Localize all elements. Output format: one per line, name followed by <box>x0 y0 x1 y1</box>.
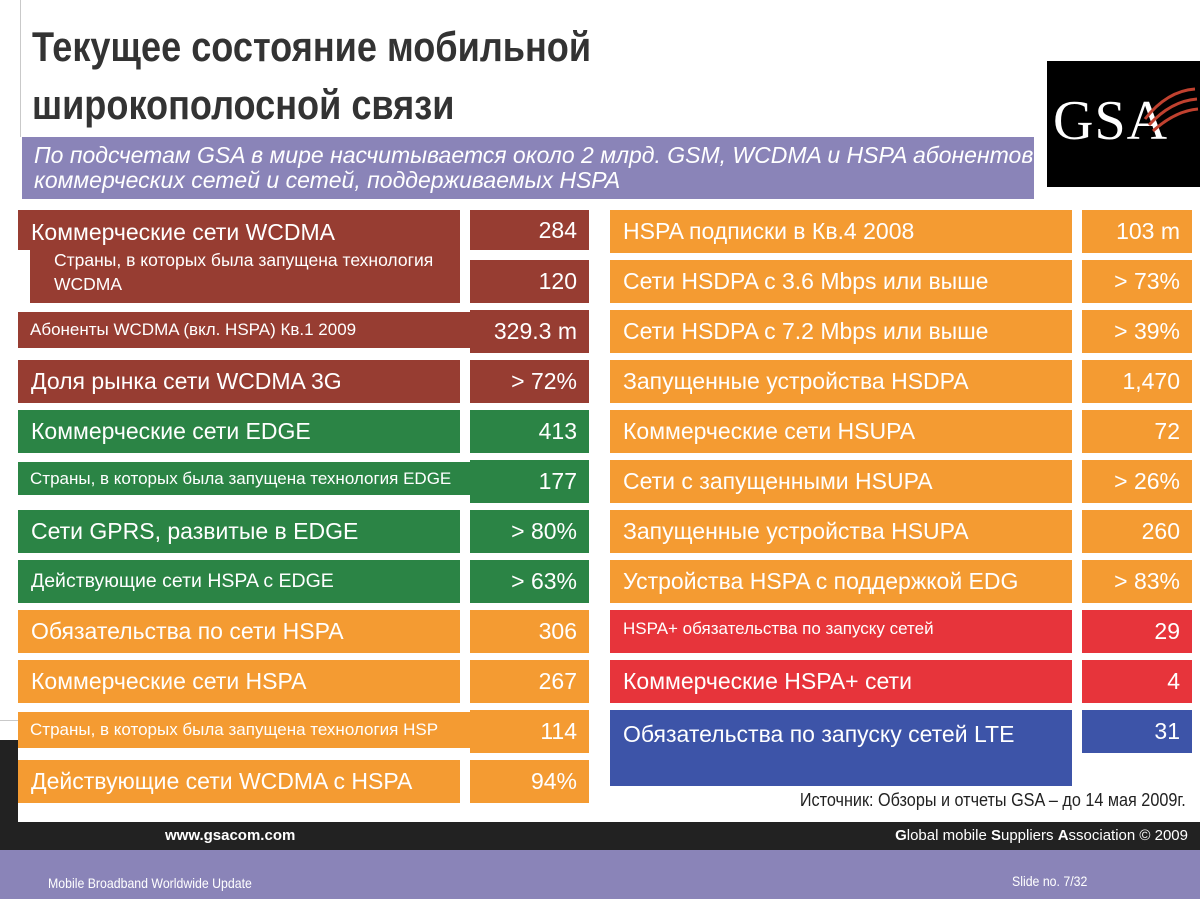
left-row-4-value: > 72% <box>470 360 589 403</box>
right-row-10-value: 4 <box>1082 660 1192 703</box>
left-row-11-value: 114 <box>470 710 589 753</box>
right-row-1-value: 103 m <box>1082 210 1192 253</box>
right-row-2-value: > 73% <box>1082 260 1192 303</box>
left-row-8-label: Действующие сети HSPA с EDGE <box>18 560 460 603</box>
decorative-vertical-line <box>20 0 21 137</box>
left-row-4-label: Доля рынка сети WCDMA 3G <box>18 360 460 403</box>
logo-text: GSA <box>1053 90 1169 152</box>
left-row-8-value: > 63% <box>470 560 589 603</box>
left-row-2-value: 120 <box>470 260 589 303</box>
right-row-3-label: Сети HSDPA с 7.2 Mbps или выше <box>610 310 1072 353</box>
left-row-6-value: 177 <box>470 460 589 503</box>
right-row-5-value: 72 <box>1082 410 1192 453</box>
left-row-1-label: Коммерческие сети WCDMA <box>18 210 460 250</box>
footer-presentation-title: Mobile Broadband Worldwide Update <box>48 875 252 891</box>
left-row-11-label: Страны, в которых была запущена технология HSP <box>18 712 470 748</box>
left-row-9-label: Обязательства по сети HSPA <box>18 610 460 653</box>
right-row-7-value: 260 <box>1082 510 1192 553</box>
right-row-6-label: Сети с запущенными HSUPA <box>610 460 1072 503</box>
left-row-10-value: 267 <box>470 660 589 703</box>
left-row-12-label: Действующие сети WCDMA с HSPA <box>18 760 460 803</box>
footer-url-link[interactable]: www.gsacom.com <box>165 827 296 844</box>
left-row-12-value: 94% <box>470 760 589 803</box>
source-note: Источник: Обзоры и отчеты GSA – до 14 мая 2009г. <box>800 790 1186 810</box>
footer-slide-number: Slide no. 7/32 <box>1012 873 1088 889</box>
logo-arcs-icon <box>1047 61 1200 187</box>
right-row-5-label: Коммерческие сети HSUPA <box>610 410 1072 453</box>
right-row-10-label: Коммерческие HSPA+ сети <box>610 660 1072 703</box>
right-row-6-value: > 26% <box>1082 460 1192 503</box>
left-row-10-label: Коммерческие сети HSPA <box>18 660 460 703</box>
right-row-9-label: HSPA+ обязательства по запуску сетей <box>610 610 1072 653</box>
left-row-3-label: Абоненты WCDMA (вкл. HSPA) Кв.1 2009 <box>18 312 470 348</box>
left-row-3-value: 329.3 m <box>470 310 589 353</box>
right-row-2-label: Сети HSDPA с 3.6 Mbps или выше <box>610 260 1072 303</box>
left-row-2-label: Страны, в которых была запущена технология WCDMA <box>30 247 460 303</box>
right-row-1-label: HSPA подписки в Кв.4 2008 <box>610 210 1072 253</box>
right-row-3-value: > 39% <box>1082 310 1192 353</box>
right-row-11-label: Обязательства по запуску сетей LTE <box>610 710 1072 786</box>
right-row-4-value: 1,470 <box>1082 360 1192 403</box>
left-row-9-value: 306 <box>470 610 589 653</box>
subtitle-banner: По подсчетам GSA в мире насчитывается около 2 млрд. GSM, WCDMA и HSPA абонентов коммерческих сетей и сетей, поддерживаемых HSPA <box>22 137 1034 199</box>
footer-association: Global mobile Suppliers Association © 2009 <box>895 827 1188 844</box>
page-title: Текущее состояние мобильной широкополосной связи <box>32 23 592 128</box>
right-row-11-value: 31 <box>1082 710 1192 753</box>
right-row-4-label: Запущенные устройства HSDPA <box>610 360 1072 403</box>
decorative-horizontal-line <box>0 720 18 721</box>
right-row-9-value: 29 <box>1082 610 1192 653</box>
left-row-6-label: Страны, в которых была запущена технология EDGE <box>18 462 480 495</box>
right-row-7-label: Запущенные устройства HSUPA <box>610 510 1072 553</box>
footer-band <box>0 850 1200 899</box>
left-row-7-value: > 80% <box>470 510 589 553</box>
left-row-5-value: 413 <box>470 410 589 453</box>
footer-bar <box>0 822 1200 850</box>
left-row-5-label: Коммерческие сети EDGE <box>18 410 460 453</box>
gsa-logo <box>1047 61 1200 187</box>
right-row-8-value: > 83% <box>1082 560 1192 603</box>
right-row-8-label: Устройства HSPA с поддержкой EDG <box>610 560 1072 603</box>
left-row-1-value: 284 <box>470 210 589 250</box>
left-row-7-label: Сети GPRS, развитые в EDGE <box>18 510 460 553</box>
decorative-dark-corner <box>0 740 18 822</box>
